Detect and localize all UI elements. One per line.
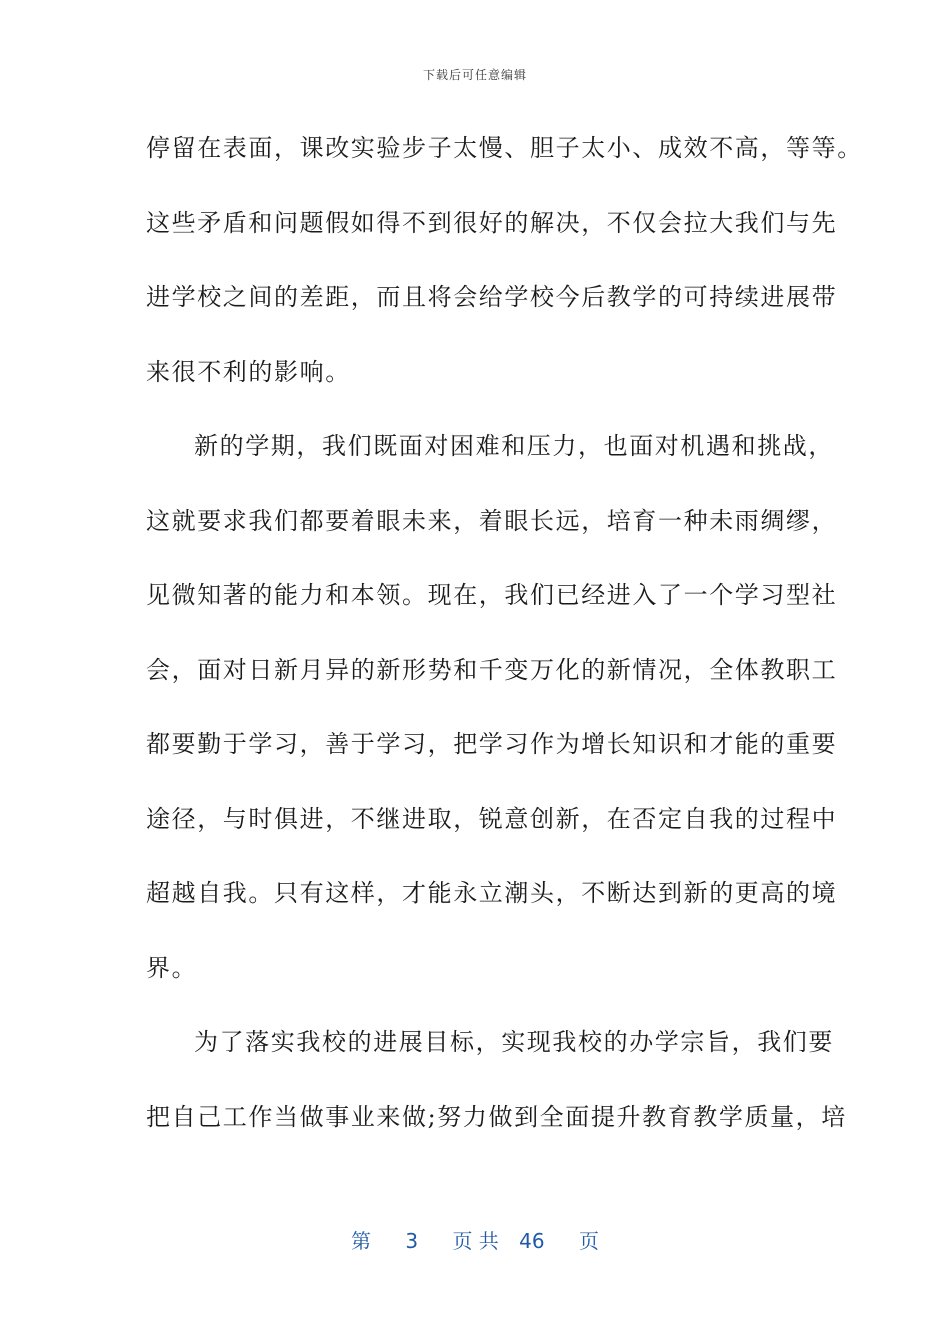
footer-total-pages: 46 — [519, 1229, 545, 1253]
text-line: 这些矛盾和问题假如得不到很好的解决，不仅会拉大我们与先 — [146, 208, 838, 237]
text-line: 这就要求我们都要着眼未来，着眼长远，培育一种未雨绸缪， — [146, 506, 838, 535]
text-line: 进学校之间的差距，而且将会给学校今后教学的可持续进展带 — [146, 283, 838, 311]
text-line: 都要勤于学习，善于学习，把学习作为增长知识和才能的重要 — [146, 730, 838, 758]
text-line: 会，面对日新月异的新形势和千变万化的新情况，全体教职工 — [146, 655, 838, 684]
footer-current-page: 3 — [405, 1229, 419, 1253]
text-line: 新的学期，我们既面对困难和压力，也面对机遇和挑战， — [194, 432, 834, 460]
text-line: 界。 — [146, 953, 198, 982]
text-line: 为了落实我校的进展目标，实现我校的办学宗旨，我们要 — [194, 1028, 834, 1056]
text-line: 超越自我。只有这样，才能永立潮头，不断达到新的更高的境 — [146, 879, 838, 907]
footer-prefix: 第 — [351, 1229, 371, 1253]
page-footer — [0, 1225, 950, 1254]
text-line: 停留在表面，课改实验步子太慢、胆子太小、成效不高，等等。 — [146, 134, 863, 162]
text-line: 把自己工作当做事业来做;努力做到全面提升教育教学质量，培 — [146, 1102, 847, 1131]
page-header-note: 下载后可任意编辑 — [422, 68, 527, 82]
document-body — [146, 128, 863, 1171]
footer-suffix: 页 — [578, 1229, 599, 1253]
text-line: 见微知著的能力和本领。现在，我们已经进入了一个学习型社 — [146, 581, 838, 609]
text-line: 来很不利的影响。 — [146, 357, 351, 386]
text-line: 途径，与时俱进，不继进取，锐意创新，在否定自我的过程中 — [146, 804, 838, 833]
footer-middle: 页 共 — [452, 1229, 499, 1253]
